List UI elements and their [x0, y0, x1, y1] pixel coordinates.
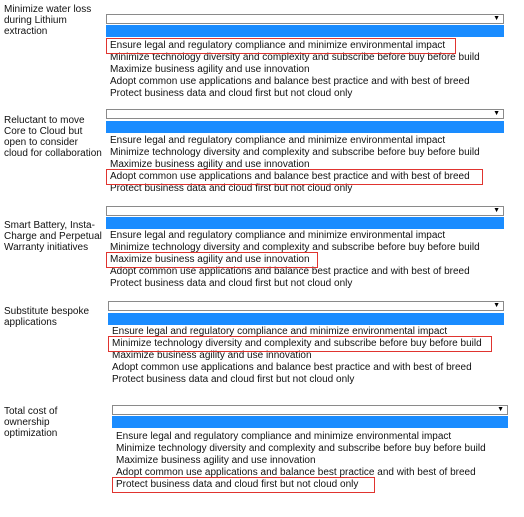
dropdown-option[interactable]: Adopt common use applications and balance best practice and with best of breed: [116, 467, 476, 478]
dropdown-option-list: [112, 326, 482, 386]
principle-dropdown[interactable]: [106, 109, 504, 119]
chevron-down-icon[interactable]: ▼: [493, 110, 500, 117]
dropdown-option[interactable]: Minimize technology diversity and complexity and subscribe before buy before build: [116, 443, 486, 454]
dropdown-option[interactable]: Minimize technology diversity and complexity and subscribe before buy before build: [110, 52, 480, 63]
dropdown-option[interactable]: Ensure legal and regulatory compliance and minimize environmental impact: [116, 431, 452, 442]
dropdown-option[interactable]: Maximize business agility and use innovation: [110, 159, 310, 170]
dropdown-option-list: [110, 135, 480, 195]
dropdown-option[interactable]: Ensure legal and regulatory compliance and minimize environmental impact: [110, 135, 446, 146]
dropdown-highlight-bar[interactable]: [112, 416, 508, 428]
dropdown-option[interactable]: Minimize technology diversity and complexity and subscribe before buy before build: [112, 338, 482, 349]
dropdown-option[interactable]: Maximize business agility and use innovation: [116, 455, 316, 466]
dropdown-highlight-bar[interactable]: [106, 25, 504, 37]
requirement-label: Minimize water loss during Lithium extraction: [4, 4, 92, 37]
dropdown-option[interactable]: Protect business data and cloud first but not cloud only: [110, 183, 353, 194]
dropdown-option[interactable]: Maximize business agility and use innovation: [110, 254, 310, 265]
chevron-down-icon[interactable]: ▼: [493, 207, 500, 214]
dropdown-option[interactable]: Adopt common use applications and balance best practice and with best of breed: [112, 362, 472, 373]
requirement-label: Reluctant to move Core to Cloud but open to consider cloud for collaboration: [4, 115, 102, 159]
requirement-label: Smart Battery, Insta-Charge and Perpetual Warranty initiatives: [4, 220, 102, 253]
chevron-down-icon[interactable]: ▼: [497, 406, 504, 413]
dropdown-option[interactable]: Adopt common use applications and balance best practice and with best of breed: [110, 266, 470, 277]
dropdown-option[interactable]: Protect business data and cloud first but not cloud only: [110, 88, 353, 99]
dropdown-highlight-bar[interactable]: [108, 313, 504, 325]
dropdown-option[interactable]: Ensure legal and regulatory compliance and minimize environmental impact: [110, 40, 446, 51]
dropdown-option[interactable]: Protect business data and cloud first but not cloud only: [112, 374, 355, 385]
requirement-label: Total cost of ownership optimization: [4, 406, 58, 439]
principle-dropdown[interactable]: [108, 301, 504, 311]
principle-dropdown[interactable]: [112, 405, 508, 415]
dropdown-option-list: [110, 230, 480, 290]
chevron-down-icon[interactable]: ▼: [493, 15, 500, 22]
dropdown-option[interactable]: Ensure legal and regulatory compliance and minimize environmental impact: [112, 326, 448, 337]
dropdown-highlight-bar[interactable]: [106, 121, 504, 133]
dropdown-option[interactable]: Protect business data and cloud first but not cloud only: [116, 479, 359, 490]
dropdown-option[interactable]: Maximize business agility and use innovation: [112, 350, 312, 361]
dropdown-option-list: [116, 431, 486, 491]
dropdown-option-list: [110, 40, 480, 100]
dropdown-option[interactable]: Adopt common use applications and balance best practice and with best of breed: [110, 171, 470, 182]
dropdown-option[interactable]: Maximize business agility and use innovation: [110, 64, 310, 75]
dropdown-option[interactable]: Minimize technology diversity and complexity and subscribe before buy before build: [110, 147, 480, 158]
requirement-label: Substitute bespoke applications: [4, 306, 90, 328]
dropdown-option[interactable]: Protect business data and cloud first but not cloud only: [110, 278, 353, 289]
principle-dropdown[interactable]: [106, 14, 504, 24]
dropdown-option[interactable]: Minimize technology diversity and complexity and subscribe before buy before build: [110, 242, 480, 253]
dropdown-option[interactable]: Adopt common use applications and balance best practice and with best of breed: [110, 76, 470, 87]
principle-dropdown[interactable]: [106, 206, 504, 216]
dropdown-highlight-bar[interactable]: [106, 217, 504, 229]
dropdown-option[interactable]: Ensure legal and regulatory compliance and minimize environmental impact: [110, 230, 446, 241]
chevron-down-icon[interactable]: ▼: [493, 302, 500, 309]
